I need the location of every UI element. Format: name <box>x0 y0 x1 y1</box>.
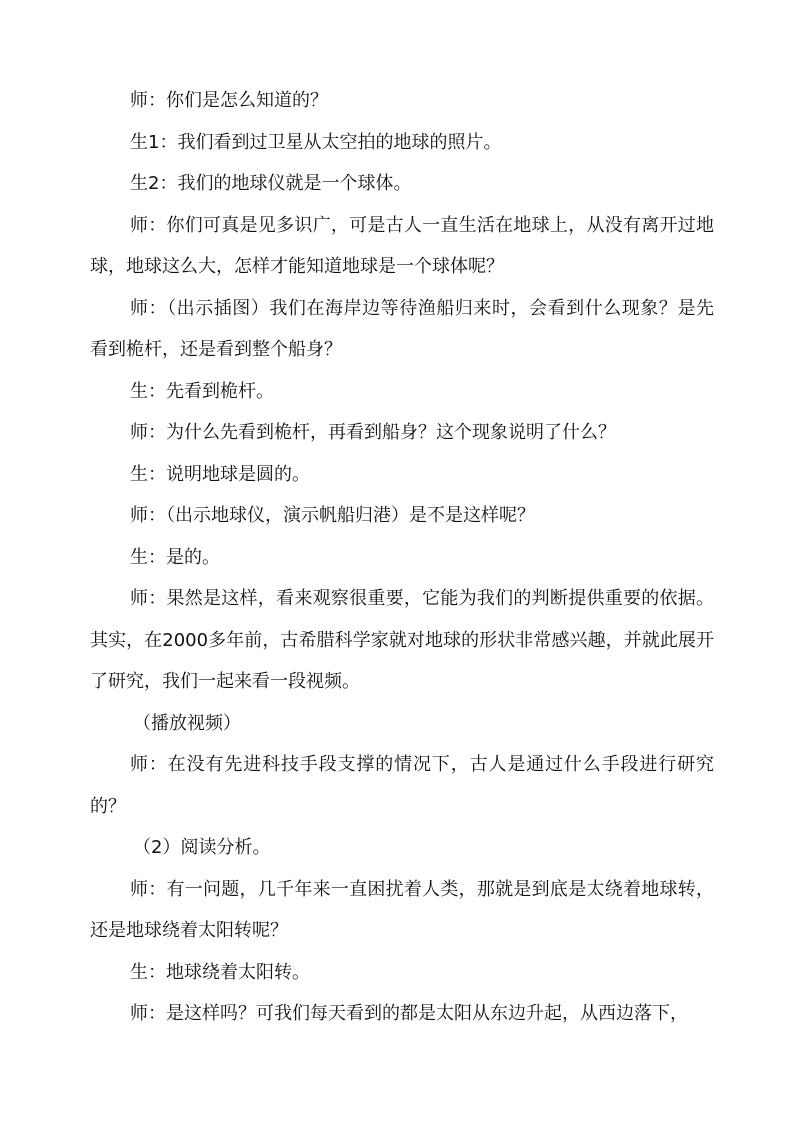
paragraph-teacher-illustration: 师：（出示插图）我们在海岸边等待渔船归来时，会看到什么现象？是先看到桅杆，还是看到整个船身？ <box>90 297 714 360</box>
paragraph-teacher-globe-demo: 师：（出示地球仪，演示帆船归港）是不是这样呢？ <box>130 505 535 526</box>
paragraph-section-reading-analysis: （2）阅读分析。 <box>133 837 271 858</box>
paragraph-student-yes: 生：是的。 <box>130 546 220 568</box>
paragraph-teacher-sunrise: 师：是这样吗？可我们每天看到的都是太阳从东边升起，从西边落下， <box>130 1003 688 1024</box>
paragraph-teacher-sun-earth: 师：有一问题，几千年来一直困扰着人类，那就是到底是太绕着地球转，还是地球绕着太阳转呢？ <box>90 878 714 941</box>
paragraph-play-video: （播放视频） <box>133 712 241 734</box>
paragraph-teacher-question: 师：你们是怎么知道的？ <box>130 90 328 111</box>
paragraph-student-earth-orbits: 生：地球绕着太阳转。 <box>130 961 310 983</box>
paragraph-teacher-observation: 师：果然是这样，看来观察很重要，它能为我们的判断提供重要的依据。其实，在2000多年前，古希腊科学家就对地球的形状非常感兴趣，并就此展开了研究，我们一起来看一段视频。 <box>90 588 714 692</box>
paragraph-student-mast: 生：先看到桅杆。 <box>130 380 274 402</box>
paragraph-student1-answer: 生1：我们看到过卫星从太空拍的地球的照片。 <box>130 131 502 153</box>
document-body <box>90 80 714 1035</box>
paragraph-teacher-why: 师：为什么先看到桅杆，再看到船身？这个现象说明了什么？ <box>130 422 616 443</box>
paragraph-student2-answer: 生2：我们的地球仪就是一个球体。 <box>130 173 412 194</box>
paragraph-teacher-methods: 师：在没有先进科技手段支撑的情况下，古人是通过什么手段进行研究的？ <box>90 754 714 817</box>
paragraph-student-round: 生：说明地球是圆的。 <box>130 463 310 485</box>
paragraph-teacher-ancients: 师：你们可真是见多识广，可是古人一直生活在地球上，从没有离开过地球，地球这么大，怎样才能知道地球是一个球体呢？ <box>90 214 714 277</box>
